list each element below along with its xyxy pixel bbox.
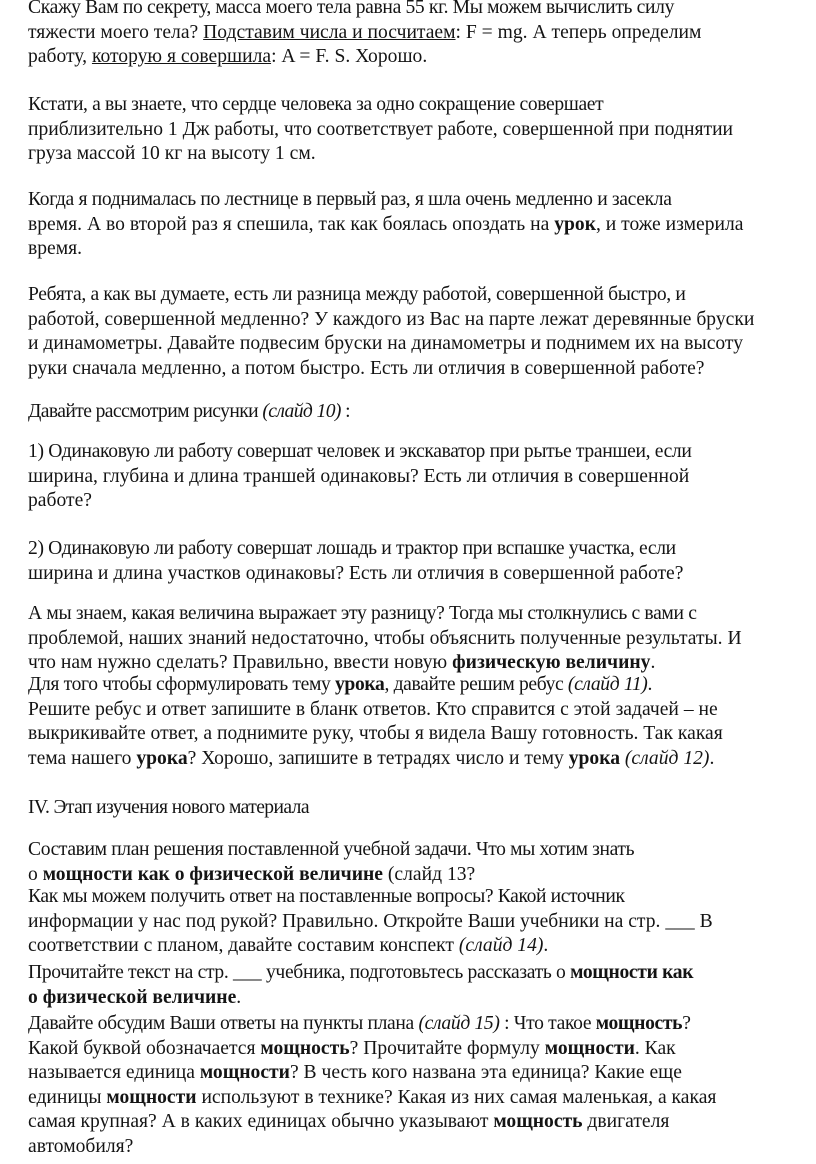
text-line (2, 1061, 814, 1086)
text-run: IV. Этап изучения нового материала (28, 797, 309, 818)
text-run: . (543, 935, 549, 957)
italic-text: (слайд 11) (567, 674, 648, 695)
text-run: , и тоже измерила (595, 213, 744, 235)
text-line (2, 21, 814, 46)
text-line (2, 93, 814, 118)
paragraph-fast-slow-work (2, 283, 814, 381)
paragraph-mass-and-work (2, 0, 814, 70)
paragraph-heart-work (2, 93, 814, 167)
text-run: Когда я поднималась по лестнице в первый раз, я шла очень медленно и засекла (28, 189, 672, 210)
text-run: ? Хорошо, запишите в тетрадях число и тему (187, 747, 569, 769)
text-line (2, 0, 814, 21)
text-run: информации у нас под рукой? Правильно. Откройте Ваши учебники на стр. ___ В (28, 910, 713, 932)
text-line (2, 45, 814, 70)
text-run: Какой буквой обозначается (28, 1037, 261, 1059)
text-run: Для того чтобы сформулировать тему (28, 674, 335, 695)
text-run: выкрикивайте ответ, а поднимите руку, чтобы я видела Вашу готовность. Так какая (28, 723, 723, 745)
underlined-text: которую я совершила (91, 46, 272, 68)
text-line (2, 602, 814, 627)
text-run: : (340, 401, 350, 422)
bold-text: мощность (493, 1111, 583, 1133)
text-run: А мы знаем, какая величина выражает эту разницу? Тогда мы столкнулись с вами с (28, 603, 697, 624)
text-line (2, 118, 814, 143)
bold-text: мощности как о физической величине (42, 863, 383, 885)
section-heading-stage-iv (2, 796, 814, 821)
paragraph-question-excavator (2, 440, 814, 514)
italic-text: (слайд 14) (458, 935, 544, 957)
text-run: работе? (28, 490, 92, 512)
text-line (2, 838, 814, 863)
text-run: работой, совершенной медленно? У каждого из Вас на парте лежат деревянные бруски (28, 308, 755, 330)
text-line (2, 237, 814, 262)
text-line (2, 1037, 814, 1062)
text-run: двигателя (582, 1111, 670, 1133)
bold-text: о физической величине (28, 986, 237, 1008)
text-run: 1) Одинаковую ли работу совершат человек и экскаватор при рытье траншеи, если (28, 441, 692, 462)
text-run: : Что такое (499, 1013, 596, 1034)
text-run: . (650, 652, 656, 674)
text-line (2, 537, 814, 562)
underlined-text: Подставим числа и посчитаем (203, 21, 456, 43)
text-run: Давайте рассмотрим рисунки (28, 401, 263, 422)
text-run: Кстати, а вы знаете, что сердце человека за одно сокращение совершает (28, 94, 604, 115)
text-run: называется единица (28, 1062, 200, 1084)
text-run: и динамометры. Давайте подвесим бруски на динамометры и поднимем их на высоту (28, 333, 744, 355)
text-run: время. (28, 238, 83, 260)
bold-text: физическую величину (452, 652, 651, 674)
text-run: : F = mg. А теперь определим (455, 21, 702, 43)
text-run: Скажу Вам по секрету, масса моего тела равна 55 кг. Мы можем вычислить силу (28, 0, 675, 18)
bold-text: урока (136, 747, 188, 769)
bold-text: мощности как (570, 962, 694, 983)
bold-text: урока (568, 747, 620, 769)
bold-text: мощность (260, 1037, 350, 1059)
italic-text: (слайд 10) (262, 401, 341, 422)
text-run: Решите ребус и ответ запишите в бланк ответов. Кто справится с этой задачей – не (28, 698, 718, 720)
text-line (2, 722, 814, 747)
text-run: самая крупная? А в каких единицах обычно указывают (28, 1111, 494, 1133)
text-line (2, 1012, 814, 1037)
text-run: , давайте решим ребус (384, 674, 568, 695)
text-line (2, 562, 814, 587)
text-run: проблемой, наших знаний недостаточно, чтобы объяснить полученные результаты. И (28, 627, 742, 649)
paragraph-read-text (2, 961, 814, 1010)
text-line (2, 188, 814, 213)
text-run: используют в технике? Какая из них самая маленькая, а какая (196, 1086, 717, 1108)
text-run: соответствии с планом, давайте составим конспект (28, 935, 459, 957)
text-run: ширина и длина участков одинаковы? Есть ли отличия в совершенной работе? (28, 562, 684, 584)
bold-text: мощности (199, 1062, 290, 1084)
bold-text: урок (554, 213, 596, 235)
text-run: ? Прочитайте формулу (349, 1037, 545, 1059)
text-run: работу, (28, 46, 92, 68)
text-line (2, 986, 814, 1011)
bold-text: мощность (595, 1013, 683, 1034)
text-line (2, 885, 814, 910)
text-run: тема нашего (28, 747, 137, 769)
text-run: Составим план решения поставленной учебной задачи. Что мы хотим знать (28, 839, 635, 860)
text-line (2, 1110, 814, 1135)
text-line (2, 465, 814, 490)
paragraph-slide-10 (2, 400, 814, 425)
paragraph-question-tractor (2, 537, 814, 586)
paragraph-new-quantity (2, 602, 814, 676)
text-run: Ребята, а как вы думаете, есть ли разница между работой, совершенной быстро, и (28, 284, 686, 305)
text-line (2, 1086, 814, 1111)
text-run: что нам нужно сделать? Правильно, ввести новую (28, 652, 453, 674)
text-run: Прочитайте текст на стр. ___ учебника, подготовьтесь рассказать о (28, 962, 571, 983)
text-line (2, 308, 814, 333)
text-run: ? В честь кого названа эта единица? Какие еще (289, 1062, 682, 1084)
paragraph-discussion (2, 1012, 814, 1160)
text-run: : A = F. S. Хорошо. (271, 46, 428, 68)
text-run: приблизительно 1 Дж работы, что соответствует работе, совершенной при поднятии (28, 118, 734, 140)
text-line (2, 213, 814, 238)
text-line (2, 934, 814, 959)
text-run: . (236, 986, 242, 1008)
paragraph-stairs (2, 188, 814, 262)
bold-text: мощности (106, 1086, 197, 1108)
text-run: автомобиля? (28, 1135, 134, 1157)
text-line (2, 698, 814, 723)
text-run: груза массой 10 кг на высоту 1 см. (28, 143, 316, 165)
paragraph-textbook (2, 885, 814, 959)
text-line (2, 332, 814, 357)
text-line (2, 357, 814, 382)
text-run: (слайд 13? (383, 863, 476, 885)
text-line (2, 489, 814, 514)
text-run: единицы (28, 1086, 107, 1108)
text-line (2, 1135, 814, 1160)
bold-text: мощности (544, 1037, 635, 1059)
text-run: Давайте обсудим Ваши ответы на пункты плана (28, 1013, 419, 1034)
text-run: 2) Одинаковую ли работу совершат лошадь и трактор при вспашке участка, если (28, 538, 676, 559)
text-line (2, 961, 814, 986)
paragraph-plan (2, 838, 814, 887)
text-run: о (28, 863, 43, 885)
text-line (2, 910, 814, 935)
text-line (2, 747, 814, 772)
paragraph-rebus (2, 673, 814, 771)
text-run: . (709, 747, 715, 769)
text-line (2, 283, 814, 308)
text-run: ширина, глубина и длина траншей одинаковы? Есть ли отличия в совершенной (28, 465, 690, 487)
text-line (2, 673, 814, 698)
text-line (2, 142, 814, 167)
text-line (2, 863, 814, 888)
text-run: ? (682, 1013, 691, 1034)
italic-text: (слайд 15) (418, 1013, 500, 1034)
text-line (2, 627, 814, 652)
text-run: . (647, 674, 652, 695)
text-line (2, 400, 814, 425)
text-run: . Как (634, 1037, 676, 1059)
text-run: руки сначала медленно, а потом быстро. Есть ли отличия в совершенной работе? (28, 357, 705, 379)
bold-text: урока (334, 674, 385, 695)
text-run: тяжести моего тела? (28, 21, 204, 43)
text-run: время. А во второй раз я спешила, так как боялась опоздать на (28, 213, 555, 235)
italic-text: (слайд 12) (624, 747, 710, 769)
text-line (2, 440, 814, 465)
text-run: Как мы можем получить ответ на поставленные вопросы? Какой источник (28, 886, 625, 907)
text-line (2, 796, 814, 821)
